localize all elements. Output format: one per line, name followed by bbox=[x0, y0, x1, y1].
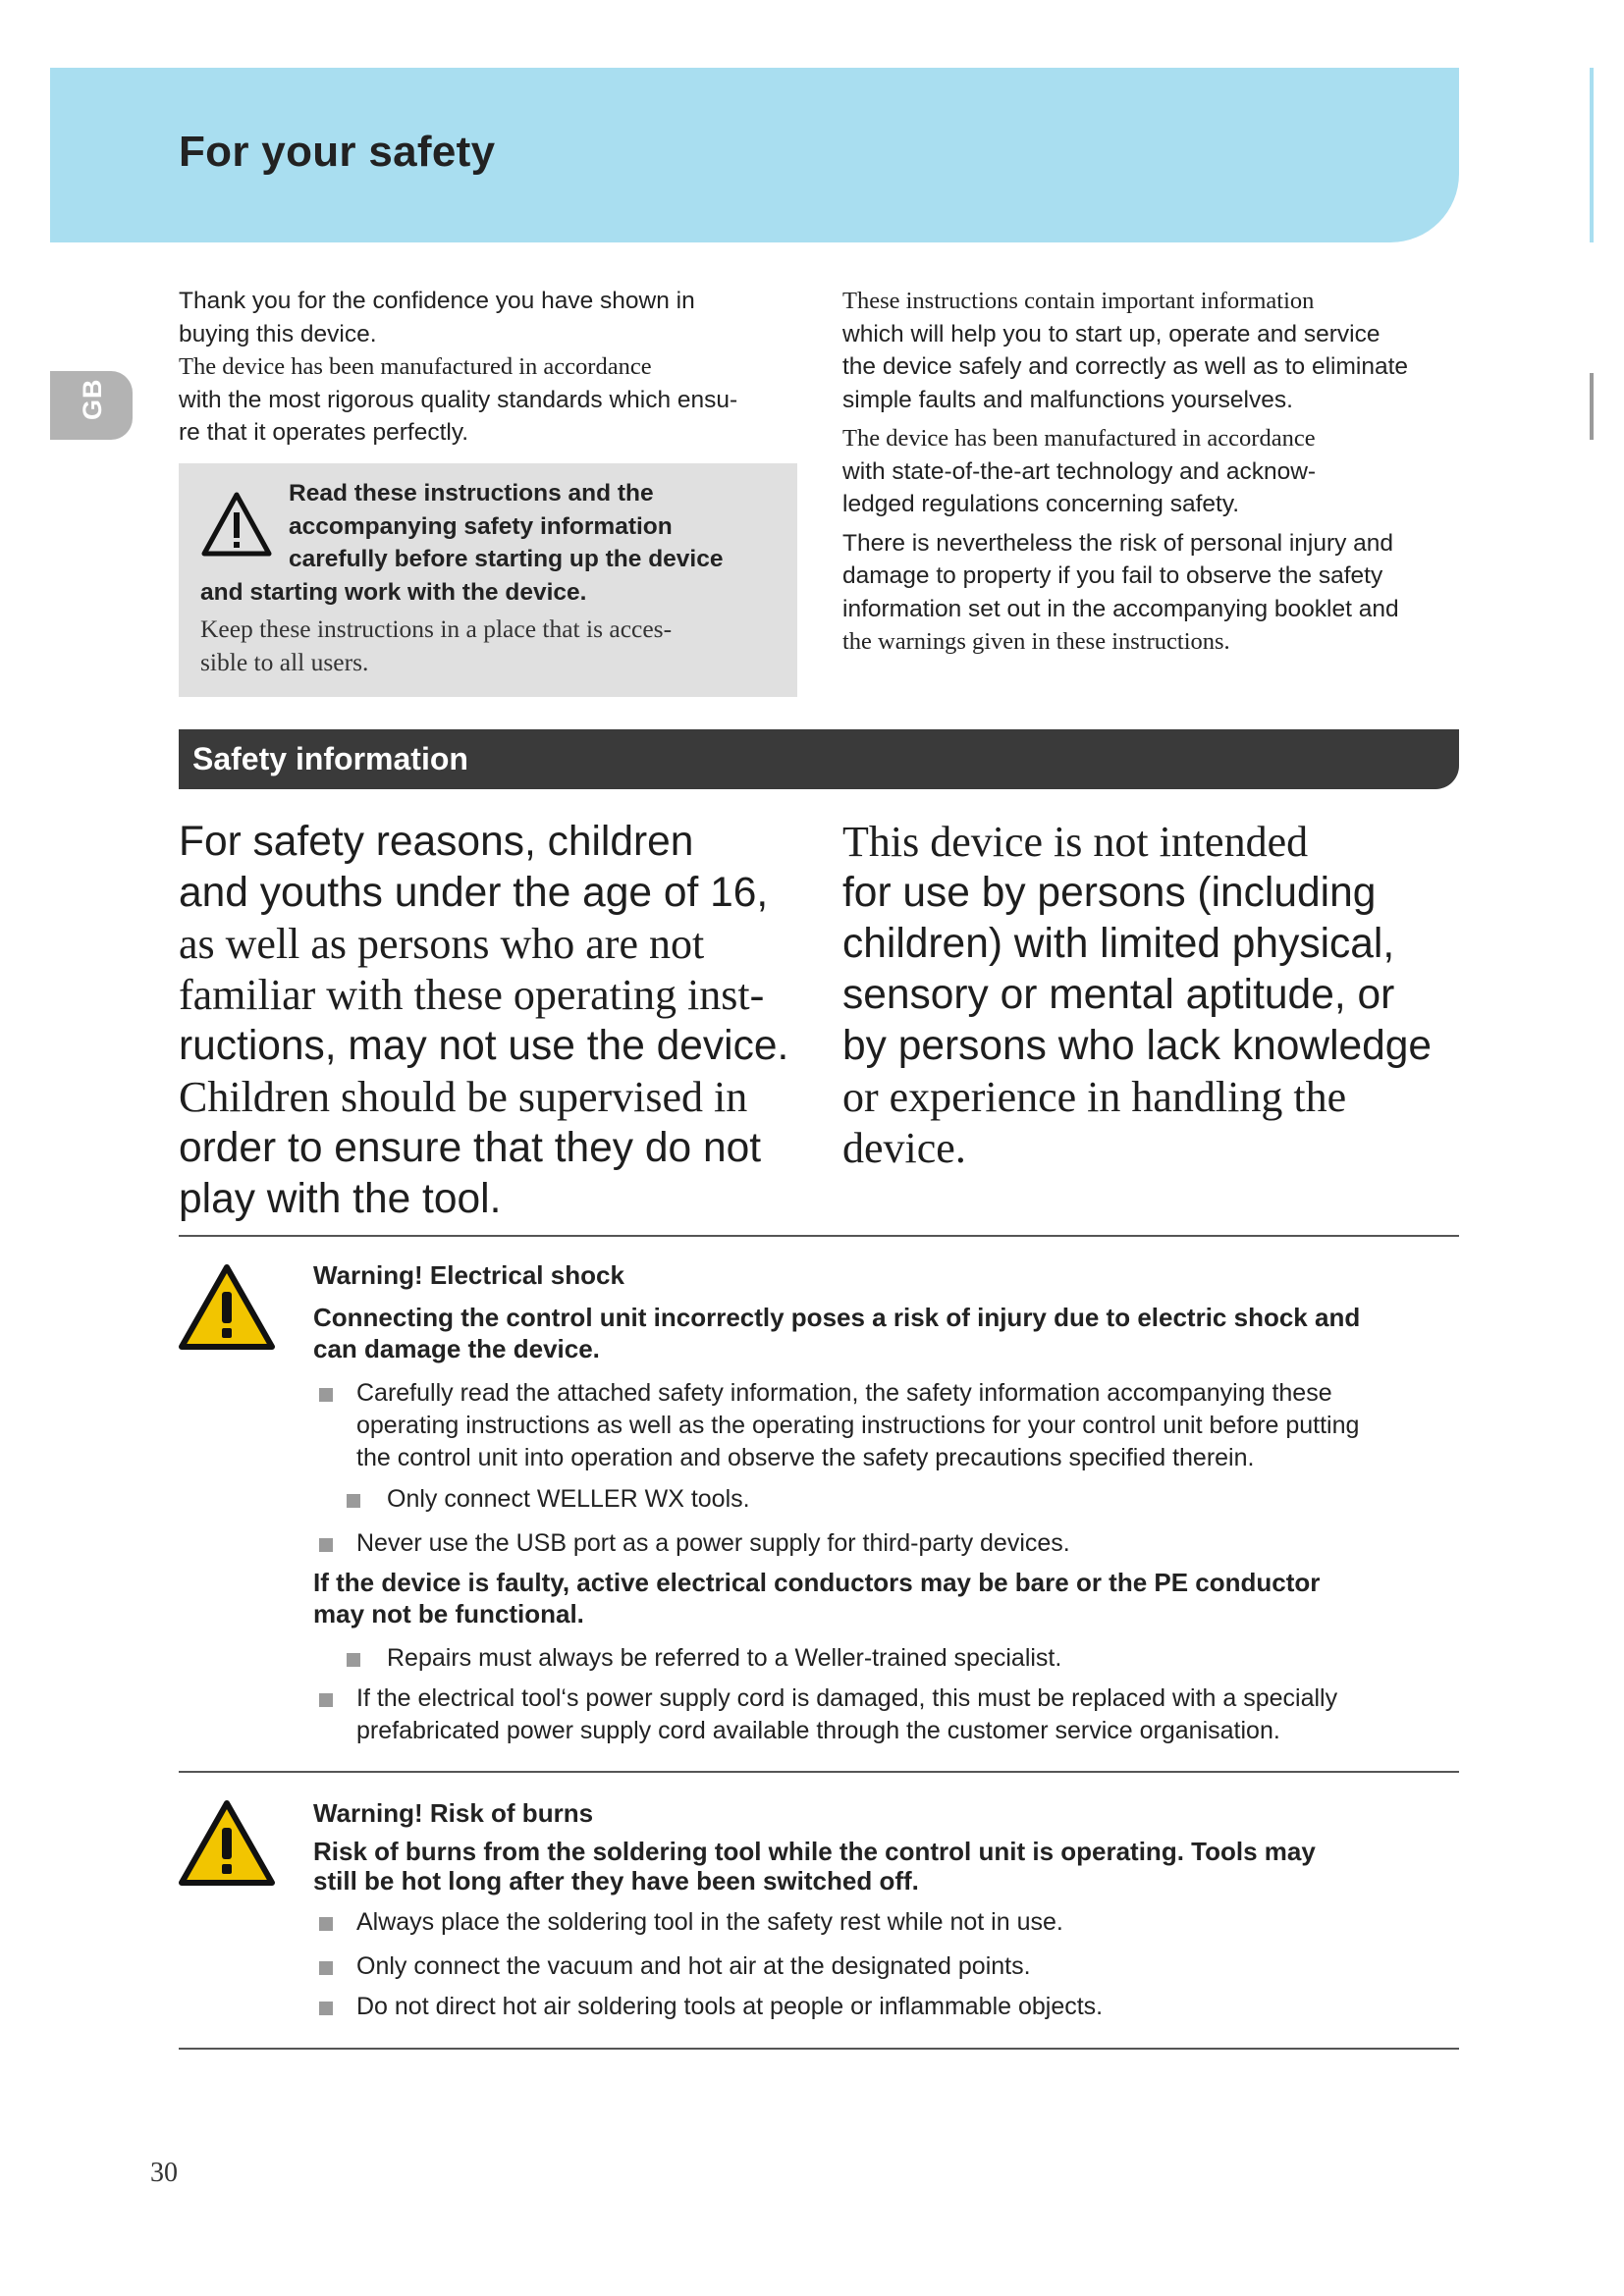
intro-right-p3-line4: the warnings given in these instructions. bbox=[842, 628, 1230, 655]
big-left-line5: ructions, may not use the device. bbox=[179, 1023, 789, 1069]
burns-bullet2-text: Only connect the vacuum and hot air at the designated points. bbox=[356, 1952, 1031, 1980]
note-bold-line1: Read these instructions and the bbox=[289, 480, 654, 507]
page-title: For your safety bbox=[179, 128, 496, 176]
warning-electrical-sub-bullet1 bbox=[313, 1483, 1472, 1516]
divider-3 bbox=[179, 2048, 1459, 2050]
warning-yellow-icon bbox=[177, 1798, 277, 1889]
section-title: Safety information bbox=[192, 741, 468, 776]
burns-bullet3-text: Do not direct hot air soldering tools at people or inflammable objects. bbox=[356, 1993, 1104, 2020]
bullet2-text: Never use the USB port as a power supply for third-party devices. bbox=[356, 1529, 1070, 1557]
big-right-line4: sensory or mental aptitude, or bbox=[842, 972, 1395, 1018]
warning-burns-bold-line2: still be hot long after they have been switched off. bbox=[313, 1866, 919, 1896]
bullet1-line2: operating instructions as well as the operating instructions for your control unit before putting bbox=[356, 1412, 1360, 1439]
warning-electrical-bold2-line2: may not be functional. bbox=[313, 1599, 584, 1629]
intro-left-p1: Thank you for the confidence you have shown in buying this device. bbox=[179, 288, 695, 347]
big-right-line5: by persons who lack knowledge bbox=[842, 1023, 1433, 1069]
big-text-left bbox=[179, 817, 827, 1225]
note-box bbox=[179, 463, 797, 697]
sub-bullet1-text: Only connect WELLER WX tools. bbox=[387, 1485, 750, 1513]
bullet-square bbox=[319, 1693, 333, 1707]
note-bold-line3: carefully before starting up the device bbox=[289, 546, 724, 572]
intro-left-p2-line2: with the most rigorous quality standards which ensu- bbox=[179, 386, 738, 413]
big-left-line7: order to ensure that they do not bbox=[179, 1125, 762, 1171]
bullet-square bbox=[319, 1388, 333, 1402]
big-left-line6: Children should be supervised in bbox=[179, 1073, 748, 1121]
big-right-line3: children) with limited physical, bbox=[842, 921, 1395, 967]
note-serif-line1: Keep these instructions in a place that is acces- bbox=[200, 614, 673, 643]
warning-yellow-icon bbox=[177, 1262, 277, 1353]
note-serif-text bbox=[200, 613, 750, 679]
warning-burns-bullet1 bbox=[313, 1906, 1472, 1939]
warning-electrical-bold2-line1: If the device is faulty, active electrical conductors may be bare or the PE conductor bbox=[313, 1568, 1321, 1597]
warning-electrical-bold1-line2: can damage the device. bbox=[313, 1334, 600, 1363]
divider-1 bbox=[179, 1235, 1459, 1237]
warning-electrical-bold2 bbox=[313, 1567, 1472, 1629]
intro-right-p1-line2: which will help you to start up, operate and service bbox=[842, 320, 1380, 347]
page-number: 30 bbox=[150, 2158, 178, 2188]
bullet3-line2: prefabricated power supply cord available through the customer service organisation. bbox=[356, 1717, 1280, 1744]
warning-burns-bullet2 bbox=[313, 1950, 1472, 1983]
big-right-line1: This device is not intended bbox=[842, 818, 1309, 866]
bullet-square bbox=[347, 1494, 360, 1508]
intro-right-p2-line2: with state-of-the-art technology and acknow- bbox=[842, 457, 1317, 485]
big-left-line3: as well as persons who are not bbox=[179, 920, 705, 968]
big-left-line1: For safety reasons, children bbox=[179, 819, 694, 865]
intro-right-p3-line1: There is nevertheless the risk of personal injury and bbox=[842, 529, 1394, 557]
edge-rule-mid bbox=[1590, 373, 1594, 440]
warning-burns-bold bbox=[313, 1837, 1472, 1896]
big-right-line7: device. bbox=[842, 1124, 966, 1172]
warning-burns-title: Warning! Risk of burns bbox=[313, 1798, 594, 1828]
note-bold-line4: and starting work with the device. bbox=[200, 578, 587, 606]
edge-rule-top bbox=[1590, 68, 1594, 242]
intro-right-p3-line2: damage to property if you fail to observe the safety bbox=[842, 562, 1383, 589]
sub-bullet2-text: Repairs must always be referred to a Weller-trained specialist. bbox=[387, 1644, 1062, 1672]
intro-right-p1-line4: simple faults and malfunctions yourselves. bbox=[842, 386, 1293, 413]
warning-electrical-sub-bullet2 bbox=[313, 1642, 1472, 1675]
intro-right-p2-line3: ledged regulations concerning safety. bbox=[842, 491, 1240, 517]
warning-burns-bold-line1: Risk of burns from the soldering tool while the control unit is operating. Tools may bbox=[313, 1837, 1316, 1866]
note-bold-text bbox=[200, 477, 780, 609]
burns-bullet1-text: Always place the soldering tool in the safety rest while not in use. bbox=[356, 1908, 1063, 1936]
intro-right-p1-line3: the device safely and correctly as well as to eliminate bbox=[842, 353, 1409, 380]
warning-electrical-bullet2 bbox=[313, 1527, 1472, 1560]
intro-left bbox=[179, 285, 807, 450]
bullet-square bbox=[319, 2002, 333, 2015]
warning-electrical-bullet1 bbox=[313, 1377, 1472, 1474]
bullet-square bbox=[319, 1961, 333, 1975]
big-right-line2: for use by persons (including bbox=[842, 870, 1377, 916]
big-left-line2: and youths under the age of 16, bbox=[179, 870, 769, 916]
warning-electrical-title: Warning! Electrical shock bbox=[313, 1260, 624, 1290]
intro-right-p2-line1: The device has been manufactured in accordance bbox=[842, 425, 1316, 452]
intro-right-p3-line3: information set out in the accompanying booklet and bbox=[842, 595, 1399, 622]
divider-2 bbox=[179, 1771, 1459, 1773]
bullet3-line1: If the electrical tool‘s power supply cord is damaged, this must be replaced with a specially bbox=[356, 1684, 1338, 1712]
note-serif-line2: sible to all users. bbox=[200, 648, 369, 676]
big-right-line6: or experience in handling the bbox=[842, 1073, 1347, 1121]
warning-electrical-bold1-line1: Connecting the control unit incorrectly poses a risk of injury due to electric shock and bbox=[313, 1303, 1361, 1332]
language-tab-label: GB bbox=[78, 378, 107, 420]
intro-right bbox=[842, 285, 1471, 659]
language-tab bbox=[50, 371, 133, 440]
bullet1-line1: Carefully read the attached safety information, the safety information accompanying these bbox=[356, 1379, 1332, 1407]
section-bar bbox=[179, 729, 1459, 789]
bullet-square bbox=[347, 1653, 360, 1667]
warning-electrical-bullet3 bbox=[313, 1682, 1472, 1747]
note-bold-line2: accompanying safety information bbox=[289, 512, 673, 540]
big-text-right bbox=[842, 817, 1471, 1174]
intro-left-p2-line3: re that it operates perfectly. bbox=[179, 419, 469, 446]
big-left-line8: play with the tool. bbox=[179, 1176, 502, 1222]
intro-left-p2-line1: The device has been manufactured in accordance bbox=[179, 353, 652, 380]
warning-electrical-bold1 bbox=[313, 1302, 1472, 1364]
bullet1-line3: the control unit into operation and observe the safety precautions specified therein. bbox=[356, 1444, 1255, 1471]
bullet-square bbox=[319, 1917, 333, 1931]
warning-burns-bullet3 bbox=[313, 1991, 1472, 2023]
bullet-square bbox=[319, 1538, 333, 1552]
intro-right-p1-line1: These instructions contain important information bbox=[842, 288, 1315, 314]
big-left-line4: familiar with these operating inst- bbox=[179, 971, 765, 1019]
